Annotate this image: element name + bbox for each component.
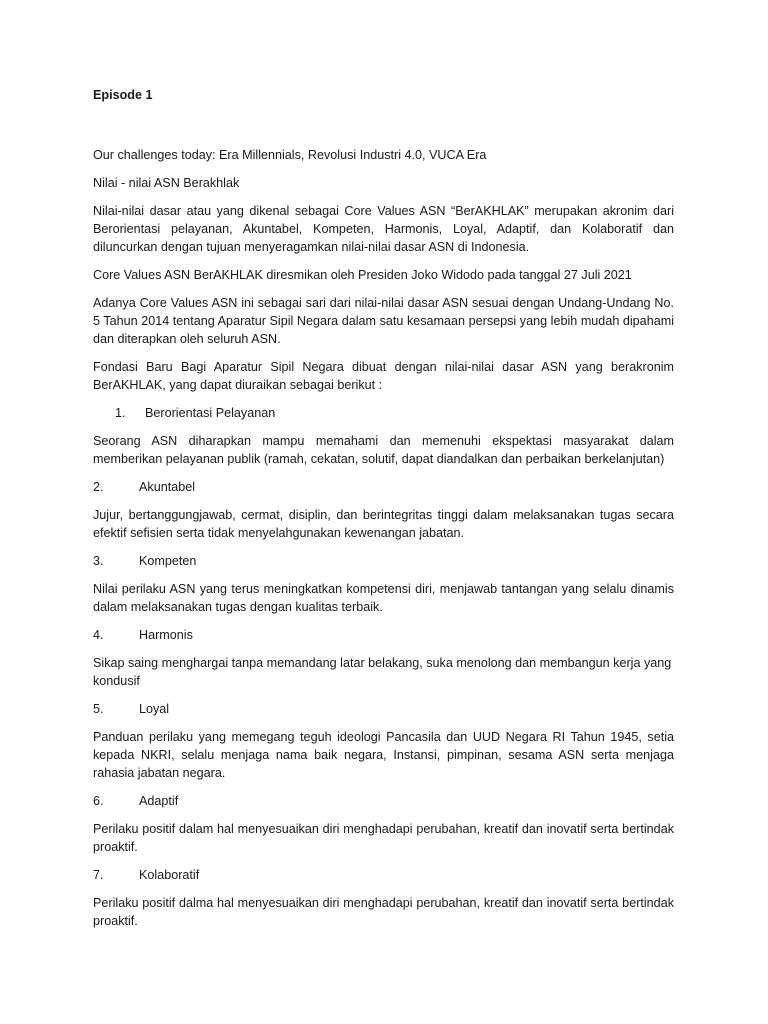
- list-item-number: 4.: [93, 628, 104, 642]
- list-item-number: 2.: [93, 480, 104, 494]
- list-item-number: 7.: [93, 868, 104, 882]
- list-item-description: Sikap saing menghargai tanpa memandang latar belakang, suka menolong dan membangun kerja yang kondusif: [93, 656, 672, 688]
- list-item-label: Harmonis: [139, 628, 193, 642]
- list-item-heading: [93, 552, 674, 570]
- list-item-heading: [93, 478, 674, 496]
- list-item-label: Akuntabel: [139, 480, 196, 494]
- document-title: Episode 1: [93, 88, 153, 102]
- list-item-label: Kompeten: [139, 554, 197, 568]
- document-page: [93, 86, 674, 940]
- list-item-number: 5.: [93, 702, 104, 716]
- intro-paragraph-law: Adanya Core Values ASN ini sebagai sari dari nilai-nilai dasar ASN sesuai dengan Undang-Undang No. 5 Tahun 2014 tentang Aparatur Sipil Negara dalam satu kesamaan persepsi yang lebih mudah dipahami dan diterapkan oleh seluruh ASN.: [93, 296, 674, 346]
- intro-paragraph-challenges: Our challenges today: Era Millennials, Revolusi Industri 4.0, VUCA Era: [93, 148, 487, 162]
- list-item-label: Kolaboratif: [139, 868, 200, 882]
- list-item-heading: [93, 792, 674, 810]
- list-item-label: Berorientasi Pelayanan: [145, 406, 276, 420]
- list-item-description: Panduan perilaku yang memegang teguh ideologi Pancasila dan UUD Negara RI Tahun 1945, setia kepada NKRI, selalu menjaga nama baik negara, Instansi, pimpinan, sesama ASN serta menjaga rahasia jabatan negara.: [93, 730, 674, 780]
- list-item-heading: [93, 404, 674, 422]
- list-item-number: 6.: [93, 794, 104, 808]
- intro-paragraph-inauguration: Core Values ASN BerAKHLAK diresmikan oleh Presiden Joko Widodo pada tanggal 27 Juli 2021: [93, 268, 632, 282]
- list-item-label: Loyal: [139, 702, 170, 716]
- list-item-description: Perilaku positif dalma hal menyesuaikan diri menghadapi perubahan, kreatif dan inovatif serta bertindak proaktif.: [93, 896, 674, 928]
- list-item-label: Adaptif: [139, 794, 179, 808]
- list-item-description: Perilaku positif dalam hal menyesuaikan diri menghadapi perubahan, kreatif dan inovatif serta bertindak proaktif.: [93, 822, 674, 854]
- list-item-description: Seorang ASN diharapkan mampu memahami dan memenuhi ekspektasi masyarakat dalam memberikan pelayanan publik (ramah, cekatan, solutif, dapat diandalkan dan perbaikan berkelanjutan): [93, 434, 674, 466]
- list-item-number: 1.: [115, 406, 126, 420]
- list-item-description: Jujur, bertanggungjawab, cermat, disiplin, dan berintegritas tinggi dalam melaksanakan tugas secara efektif sefisien serta tidak menyelahgunakan kewenangan jabatan.: [93, 508, 674, 540]
- intro-paragraph-core-values: Nilai-nilai dasar atau yang dikenal sebagai Core Values ASN “BerAKHLAK” merupakan akronim dari Berorientasi pelayanan, Akuntabel, Kompeten, Harmonis, Loyal, Adaptif, dan Kolaboratif dan diluncurkan dengan tujuan menyeragamkan nilai-nilai dasar ASN di Indonesia.: [93, 204, 674, 254]
- list-item-description: Nilai perilaku ASN yang terus meningkatkan kompetensi diri, menjawab tantangan yang selalu dinamis dalam melaksanakan tugas dengan kualitas terbaik.: [93, 582, 674, 614]
- list-item-heading: [93, 700, 674, 718]
- list-item-heading: [93, 626, 674, 644]
- intro-paragraph-foundation: Fondasi Baru Bagi Aparatur Sipil Negara dibuat dengan nilai-nilai dasar ASN yang berakronim BerAKHLAK, yang dapat diuraikan sebagai berikut :: [93, 360, 674, 392]
- intro-paragraph-heading: Nilai - nilai ASN Berakhlak: [93, 176, 240, 190]
- list-item-number: 3.: [93, 554, 104, 568]
- list-item-heading: [93, 866, 674, 884]
